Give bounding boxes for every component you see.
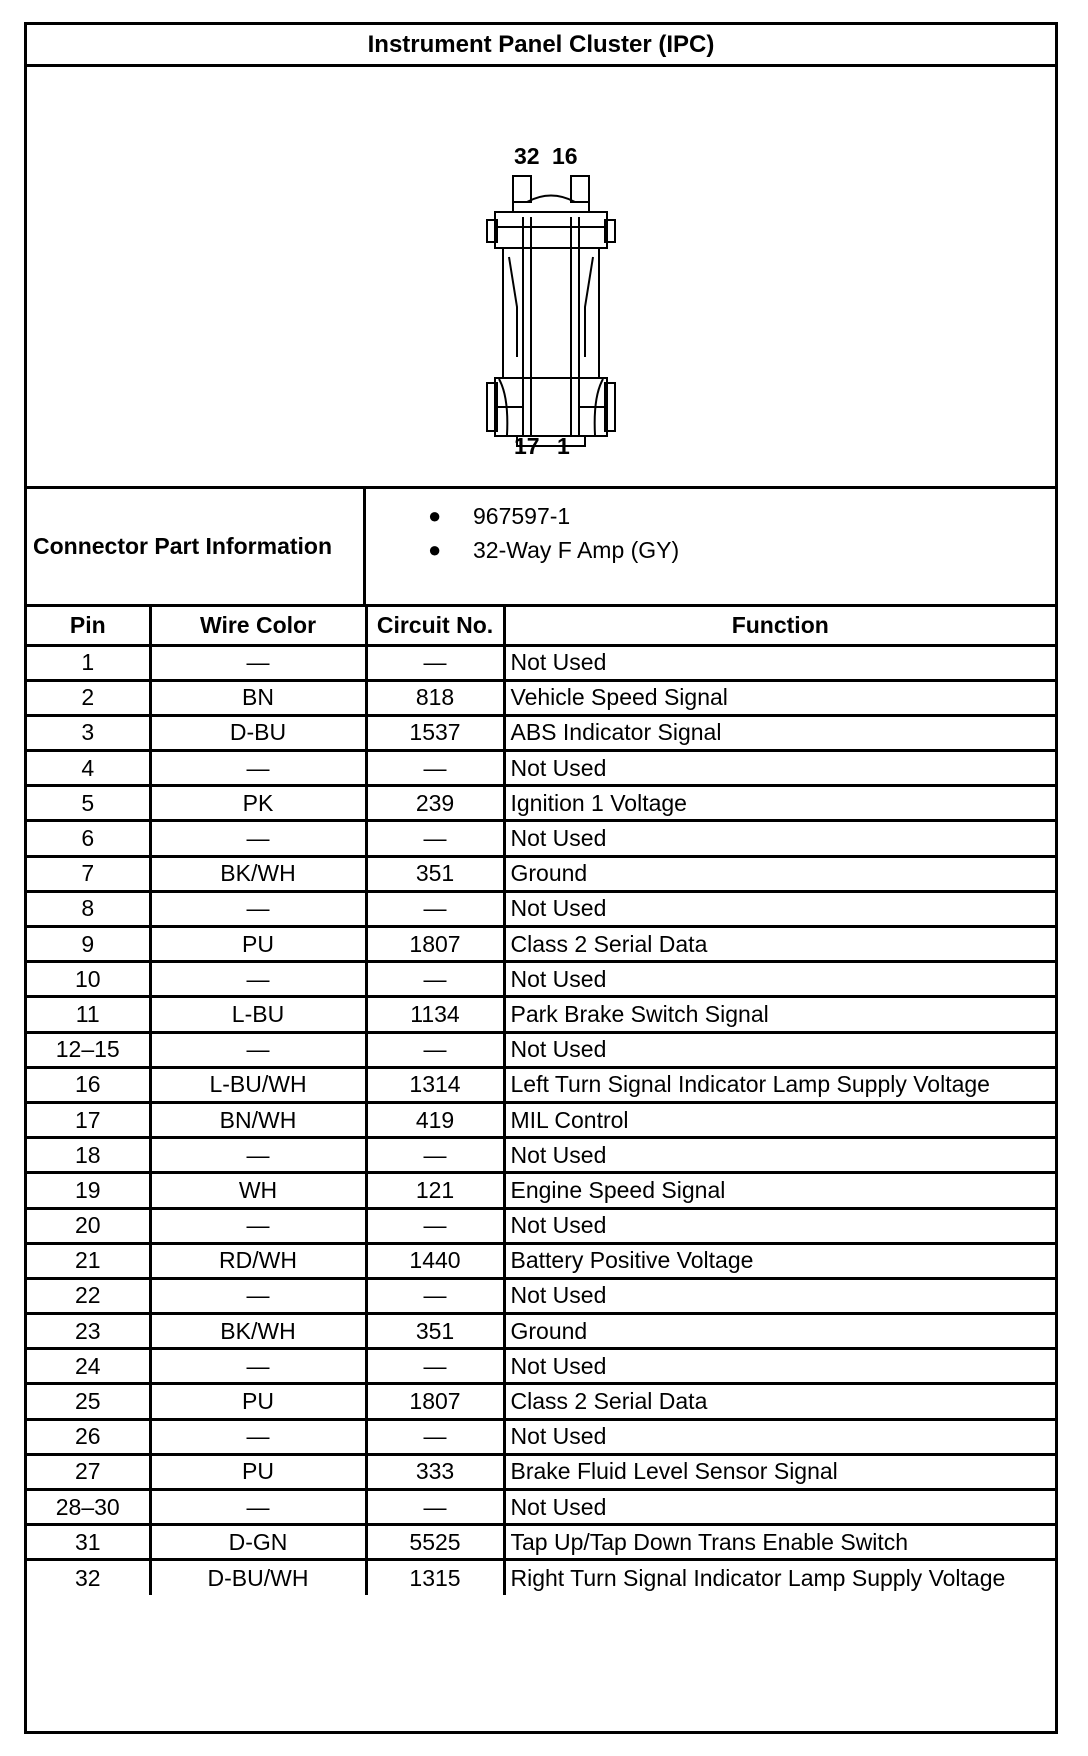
table-row	[27, 1525, 1055, 1560]
table-row	[27, 1419, 1055, 1454]
pinout-table-body	[27, 645, 1055, 1595]
circuit-no-cell: —	[366, 821, 504, 856]
pin-cell: 4	[27, 751, 150, 786]
table-row	[27, 962, 1055, 997]
circuit-no-cell: —	[366, 1278, 504, 1313]
wire-color-cell: D-BU/WH	[150, 1560, 366, 1595]
pinout-table	[27, 607, 1055, 1595]
pin-cell: 18	[27, 1138, 150, 1173]
pin-cell: 6	[27, 821, 150, 856]
circuit-no-cell: —	[366, 1349, 504, 1384]
function-cell: ABS Indicator Signal	[504, 715, 1055, 750]
function-cell: Not Used	[504, 962, 1055, 997]
function-cell: Park Brake Switch Signal	[504, 997, 1055, 1032]
pin-cell: 7	[27, 856, 150, 891]
connector-sheet	[24, 22, 1058, 1734]
wire-color-cell: BK/WH	[150, 1314, 366, 1349]
connector-description: 32-Way F Amp (GY)	[473, 537, 680, 563]
pin-label-16: 16	[552, 143, 578, 169]
circuit-no-cell: 5525	[366, 1525, 504, 1560]
table-row	[27, 1067, 1055, 1102]
table-row	[27, 1032, 1055, 1067]
table-row	[27, 1490, 1055, 1525]
function-cell: Not Used	[504, 751, 1055, 786]
wire-color-cell: L-BU/WH	[150, 1067, 366, 1102]
function-cell: Engine Speed Signal	[504, 1173, 1055, 1208]
pin-cell: 27	[27, 1454, 150, 1489]
pin-cell: 12–15	[27, 1032, 150, 1067]
pin-cell: 3	[27, 715, 150, 750]
header-pin: Pin	[27, 607, 150, 645]
wire-color-cell: —	[150, 751, 366, 786]
connector-part-info-label: Connector Part Information	[27, 489, 366, 604]
wire-color-cell: WH	[150, 1173, 366, 1208]
table-row	[27, 751, 1055, 786]
circuit-no-cell: 239	[366, 786, 504, 821]
wire-color-cell: —	[150, 962, 366, 997]
wire-color-cell: PU	[150, 1384, 366, 1419]
function-cell: Not Used	[504, 1208, 1055, 1243]
function-cell: Ground	[504, 856, 1055, 891]
page-title: Instrument Panel Cluster (IPC)	[27, 25, 1055, 67]
function-cell: Not Used	[504, 1278, 1055, 1313]
circuit-no-cell: —	[366, 1490, 504, 1525]
table-row	[27, 1349, 1055, 1384]
table-row	[27, 715, 1055, 750]
circuit-no-cell: 1807	[366, 1384, 504, 1419]
circuit-no-cell: —	[366, 1208, 504, 1243]
function-cell: Right Turn Signal Indicator Lamp Supply Voltage	[504, 1560, 1055, 1595]
function-cell: Left Turn Signal Indicator Lamp Supply Voltage	[504, 1067, 1055, 1102]
function-cell: Not Used	[504, 1490, 1055, 1525]
pin-cell: 8	[27, 891, 150, 926]
pin-cell: 5	[27, 786, 150, 821]
table-row	[27, 1454, 1055, 1489]
pin-label-1: 1	[557, 433, 570, 459]
pin-cell: 9	[27, 927, 150, 962]
pin-cell: 31	[27, 1525, 150, 1560]
wire-color-cell: D-GN	[150, 1525, 366, 1560]
connector-part-info	[27, 489, 1055, 607]
wire-color-cell: BN	[150, 680, 366, 715]
wire-color-cell: —	[150, 1138, 366, 1173]
function-cell: Ignition 1 Voltage	[504, 786, 1055, 821]
circuit-no-cell: —	[366, 962, 504, 997]
function-cell: Not Used	[504, 821, 1055, 856]
table-row	[27, 856, 1055, 891]
header-function: Function	[504, 607, 1055, 645]
function-cell: Battery Positive Voltage	[504, 1243, 1055, 1278]
wire-color-cell: RD/WH	[150, 1243, 366, 1278]
table-row	[27, 1314, 1055, 1349]
table-row	[27, 821, 1055, 856]
connector-diagram	[27, 67, 1055, 489]
pin-cell: 19	[27, 1173, 150, 1208]
circuit-no-cell: 333	[366, 1454, 504, 1489]
function-cell: Class 2 Serial Data	[504, 927, 1055, 962]
circuit-no-cell: 121	[366, 1173, 504, 1208]
bullet-icon: ●	[428, 537, 442, 562]
circuit-no-cell: —	[366, 891, 504, 926]
wire-color-cell: —	[150, 1208, 366, 1243]
circuit-no-cell: 351	[366, 856, 504, 891]
wire-color-cell: —	[150, 1278, 366, 1313]
pin-cell: 24	[27, 1349, 150, 1384]
table-row	[27, 1384, 1055, 1419]
header-circuit-no: Circuit No.	[366, 607, 504, 645]
circuit-no-cell: —	[366, 1032, 504, 1067]
pin-cell: 23	[27, 1314, 150, 1349]
circuit-no-cell: 1440	[366, 1243, 504, 1278]
function-cell: Not Used	[504, 645, 1055, 680]
pin-cell: 16	[27, 1067, 150, 1102]
connector-side-view-icon	[27, 67, 1055, 486]
function-cell: Vehicle Speed Signal	[504, 680, 1055, 715]
pin-cell: 26	[27, 1419, 150, 1454]
table-row	[27, 1138, 1055, 1173]
table-row	[27, 1208, 1055, 1243]
function-cell: Ground	[504, 1314, 1055, 1349]
circuit-no-cell: 1315	[366, 1560, 504, 1595]
part-info-item	[366, 499, 1055, 533]
wire-color-cell: L-BU	[150, 997, 366, 1032]
function-cell: Tap Up/Tap Down Trans Enable Switch	[504, 1525, 1055, 1560]
circuit-no-cell: 351	[366, 1314, 504, 1349]
function-cell: Not Used	[504, 1349, 1055, 1384]
pin-cell: 1	[27, 645, 150, 680]
table-row	[27, 1102, 1055, 1137]
table-row	[27, 997, 1055, 1032]
pin-label-32: 32	[514, 143, 540, 169]
pin-cell: 28–30	[27, 1490, 150, 1525]
wire-color-cell: PK	[150, 786, 366, 821]
function-cell: Not Used	[504, 891, 1055, 926]
pin-cell: 25	[27, 1384, 150, 1419]
pin-label-17: 17	[514, 433, 540, 459]
circuit-no-cell: —	[366, 751, 504, 786]
circuit-no-cell: —	[366, 1419, 504, 1454]
circuit-no-cell: —	[366, 1138, 504, 1173]
pin-cell: 2	[27, 680, 150, 715]
wire-color-cell: —	[150, 1419, 366, 1454]
wire-color-cell: BK/WH	[150, 856, 366, 891]
function-cell: Not Used	[504, 1419, 1055, 1454]
circuit-no-cell: 1314	[366, 1067, 504, 1102]
circuit-no-cell: 818	[366, 680, 504, 715]
circuit-no-cell: 1134	[366, 997, 504, 1032]
wire-color-cell: —	[150, 891, 366, 926]
function-cell: Class 2 Serial Data	[504, 1384, 1055, 1419]
part-info-item	[366, 533, 1055, 567]
wire-color-cell: PU	[150, 927, 366, 962]
wire-color-cell: —	[150, 1349, 366, 1384]
header-wire-color: Wire Color	[150, 607, 366, 645]
pin-cell: 20	[27, 1208, 150, 1243]
wire-color-cell: —	[150, 645, 366, 680]
wire-color-cell: —	[150, 1032, 366, 1067]
table-row	[27, 891, 1055, 926]
table-row	[27, 1173, 1055, 1208]
wire-color-cell: —	[150, 1490, 366, 1525]
function-cell: Brake Fluid Level Sensor Signal	[504, 1454, 1055, 1489]
function-cell: MIL Control	[504, 1102, 1055, 1137]
table-row	[27, 680, 1055, 715]
table-header-row	[27, 607, 1055, 645]
circuit-no-cell: 1537	[366, 715, 504, 750]
circuit-no-cell: —	[366, 645, 504, 680]
table-row	[27, 1278, 1055, 1313]
circuit-no-cell: 1807	[366, 927, 504, 962]
pin-cell: 17	[27, 1102, 150, 1137]
wire-color-cell: BN/WH	[150, 1102, 366, 1137]
wire-color-cell: D-BU	[150, 715, 366, 750]
part-number: 967597-1	[473, 503, 571, 529]
pin-cell: 22	[27, 1278, 150, 1313]
circuit-no-cell: 419	[366, 1102, 504, 1137]
wire-color-cell: PU	[150, 1454, 366, 1489]
pin-cell: 32	[27, 1560, 150, 1595]
wire-color-cell: —	[150, 821, 366, 856]
table-row	[27, 1560, 1055, 1595]
bullet-icon: ●	[428, 503, 442, 528]
table-row	[27, 786, 1055, 821]
pin-cell: 21	[27, 1243, 150, 1278]
table-row	[27, 645, 1055, 680]
function-cell: Not Used	[504, 1032, 1055, 1067]
table-row	[27, 927, 1055, 962]
table-row	[27, 1243, 1055, 1278]
connector-part-info-list	[366, 489, 1055, 614]
function-cell: Not Used	[504, 1138, 1055, 1173]
pin-cell: 11	[27, 997, 150, 1032]
pin-cell: 10	[27, 962, 150, 997]
